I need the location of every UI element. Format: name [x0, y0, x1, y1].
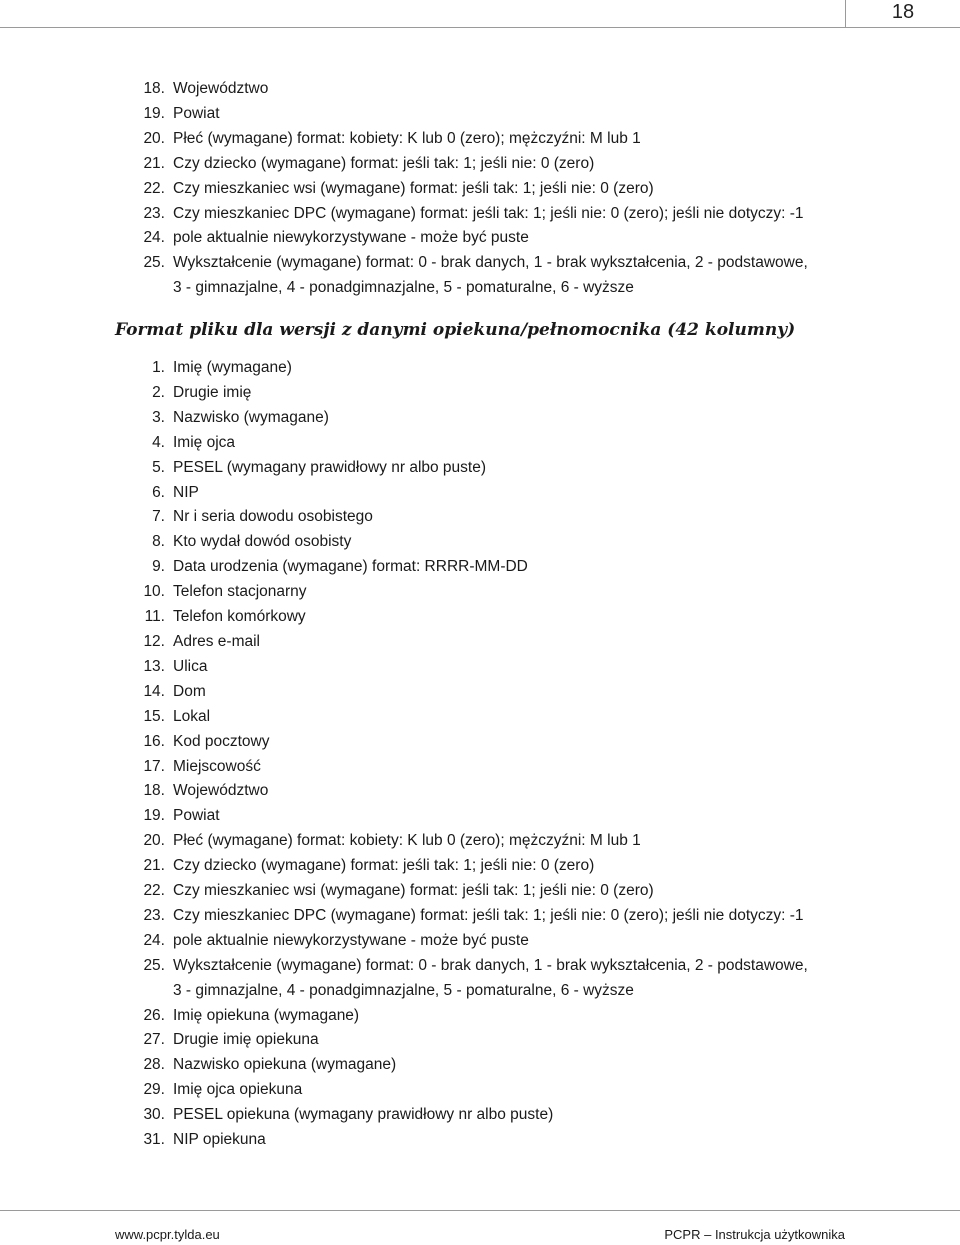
- list-item-number: 15.: [143, 707, 165, 725]
- list-item-number: 16.: [143, 732, 165, 750]
- list-item-number: 25.: [143, 956, 165, 974]
- list-item-number: 20.: [143, 129, 165, 147]
- list-item: [0, 1053, 873, 1078]
- list-item-number: 10.: [143, 583, 165, 601]
- list-item: [0, 954, 873, 1004]
- list-item: [0, 381, 873, 406]
- list-item-number: 25.: [143, 254, 165, 272]
- list-item: [0, 251, 873, 301]
- list-item-text: Drugie imię opiekuna: [173, 1031, 319, 1049]
- list-item-number: 14.: [143, 682, 165, 700]
- list-item-number: 3.: [152, 408, 165, 426]
- list-item-text: Kod pocztowy: [173, 732, 270, 750]
- list-item: [0, 555, 873, 580]
- list-item-number: 29.: [143, 1081, 165, 1099]
- page-number: 18: [845, 0, 960, 28]
- list-item: [0, 680, 873, 705]
- page-header: [0, 0, 960, 28]
- list-item-text: Czy dziecko (wymagane) format: jeśli tak: 1; jeśli nie: 0 (zero): [173, 857, 595, 875]
- list-item-text: Imię (wymagane): [173, 359, 292, 376]
- list-item-text: PESEL opiekuna (wymagany prawidłowy nr albo puste): [173, 1106, 554, 1124]
- list-item: [0, 929, 873, 954]
- list-item-text: Adres e-mail: [173, 632, 260, 650]
- list-item-text: Czy mieszkaniec DPC (wymagane) format: jeśli tak: 1; jeśli nie: 0 (zero); jeśli nie dotyczy: -1: [173, 204, 804, 222]
- list-item: [0, 829, 873, 854]
- list-item-text: Czy dziecko (wymagane) format: jeśli tak: 1; jeśli nie: 0 (zero): [173, 154, 595, 172]
- list-item: [0, 356, 873, 381]
- list-item-text: Telefon komórkowy: [173, 608, 306, 626]
- list-item: [0, 730, 873, 755]
- list-item: [0, 226, 873, 251]
- list-item-text: Ulica: [173, 657, 208, 675]
- list-item: [0, 755, 873, 780]
- list-item: [0, 431, 873, 456]
- list-item: [0, 1004, 873, 1029]
- list-item: [0, 127, 873, 152]
- list-item-text: Data urodzenia (wymagane) format: RRRR-MM-DD: [173, 558, 528, 576]
- list-item-number: 26.: [143, 1006, 165, 1024]
- list-item-number: 8.: [152, 533, 165, 551]
- list-item-number: 22.: [143, 882, 165, 900]
- list-item-continuation: 3 - gimnazjalne, 4 - ponadgimnazjalne, 5 - pomaturalne, 6 - wyższe: [173, 279, 634, 297]
- list-item-number: 21.: [143, 857, 165, 875]
- list-item-number: 20.: [143, 832, 165, 850]
- list-item-number: 18.: [143, 782, 165, 800]
- list-item-text: Województwo: [173, 80, 269, 97]
- list-item-text: Wykształcenie (wymagane) format: 0 - brak danych, 1 - brak wykształcenia, 2 - podstawowe,: [173, 254, 808, 272]
- list-item-number: 9.: [152, 558, 165, 576]
- list-item-text: pole aktualnie niewykorzystywane - może być puste: [173, 229, 529, 247]
- list-item-text: Czy mieszkaniec DPC (wymagane) format: jeśli tak: 1; jeśli nie: 0 (zero); jeśli nie dotyczy: -1: [173, 906, 804, 924]
- list-item-text: Imię ojca: [173, 433, 236, 451]
- list-item: [0, 705, 873, 730]
- list-item-text: Telefon stacjonarny: [173, 583, 307, 601]
- list-item-number: 5.: [152, 458, 165, 476]
- list-item: [0, 102, 873, 127]
- footer-divider: [0, 1210, 960, 1211]
- list-item-text: NIP opiekuna: [173, 1131, 266, 1149]
- list-item: [0, 406, 873, 431]
- list-item-text: Kto wydał dowód osobisty: [173, 533, 352, 551]
- list-item-number: 24.: [143, 229, 165, 247]
- list-item-number: 21.: [143, 154, 165, 172]
- list-item-number: 17.: [143, 757, 165, 775]
- list-item-text: Imię ojca opiekuna: [173, 1081, 303, 1099]
- list-item-text: PESEL (wymagany prawidłowy nr albo puste): [173, 458, 487, 476]
- list-item: [0, 505, 873, 530]
- list-item-number: 13.: [143, 657, 165, 675]
- list-item: [0, 779, 873, 804]
- list-item: [0, 630, 873, 655]
- list-item-text: Płeć (wymagane) format: kobiety: K lub 0 (zero); mężczyźni: M lub 1: [173, 832, 641, 850]
- list-item: [0, 804, 873, 829]
- list-item: [0, 1028, 873, 1053]
- list-item-number: 23.: [143, 906, 165, 924]
- list-item-number: 28.: [143, 1056, 165, 1074]
- list-item-text: Wykształcenie (wymagane) format: 0 - brak danych, 1 - brak wykształcenia, 2 - podstawowe,: [173, 956, 808, 974]
- list-item: [0, 1128, 873, 1153]
- list-item: [0, 605, 873, 630]
- list-item: [0, 456, 873, 481]
- list-item-text: Czy mieszkaniec wsi (wymagane) format: jeśli tak: 1; jeśli nie: 0 (zero): [173, 882, 654, 900]
- list-item: [0, 481, 873, 506]
- list-item: [0, 202, 873, 227]
- list-item-number: 1.: [152, 359, 165, 376]
- list-item-number: 24.: [143, 931, 165, 949]
- list-item: [0, 854, 873, 879]
- list-item-text: Lokal: [173, 707, 211, 725]
- list-item: [0, 77, 873, 102]
- list-item-text: Miejscowość: [173, 757, 261, 775]
- footer-document-title: PCPR – Instrukcja użytkownika: [664, 1227, 845, 1242]
- list-item-number: 2.: [152, 383, 165, 401]
- list-item-number: 19.: [143, 104, 165, 122]
- list-item: [0, 580, 873, 605]
- list-item: [0, 1078, 873, 1103]
- list-item-text: Czy mieszkaniec wsi (wymagane) format: jeśli tak: 1; jeśli nie: 0 (zero): [173, 179, 654, 197]
- section-heading: Format pliku dla wersji z danymi opiekuna/pełnomocnika (42 kolumny): [115, 320, 796, 340]
- list-item-text: Województwo: [173, 782, 269, 800]
- list-item-text: Nazwisko opiekuna (wymagane): [173, 1056, 397, 1074]
- list-item-text: Drugie imię: [173, 383, 252, 401]
- list-item-number: 12.: [143, 632, 165, 650]
- list-item: [0, 530, 873, 555]
- list-item-number: 18.: [143, 80, 165, 97]
- list-item-number: 22.: [143, 179, 165, 197]
- list-item-number: 4.: [152, 433, 165, 451]
- list-item-number: 7.: [152, 508, 165, 526]
- footer-website: www.pcpr.tylda.eu: [115, 1227, 220, 1242]
- list-item: [0, 152, 873, 177]
- list-item-number: 6.: [152, 483, 165, 501]
- list-item-text: Nr i seria dowodu osobistego: [173, 508, 373, 526]
- list-item-number: 27.: [143, 1031, 165, 1049]
- list-item: [0, 655, 873, 680]
- list-item-text: Płeć (wymagane) format: kobiety: K lub 0 (zero); mężczyźni: M lub 1: [173, 129, 641, 147]
- list-item: [0, 879, 873, 904]
- list-item-number: 31.: [143, 1131, 165, 1149]
- list-item: [0, 1103, 873, 1128]
- list-item-text: Powiat: [173, 807, 220, 825]
- list-item-text: NIP: [173, 483, 199, 501]
- list-item: [0, 904, 873, 929]
- list-item-number: 30.: [143, 1106, 165, 1124]
- list-item-text: Nazwisko (wymagane): [173, 408, 329, 426]
- list-item-text: Imię opiekuna (wymagane): [173, 1006, 360, 1024]
- field-list-continued: [0, 77, 873, 301]
- list-item-text: pole aktualnie niewykorzystywane - może być puste: [173, 931, 529, 949]
- list-item-number: 11.: [144, 608, 165, 626]
- list-item-number: 23.: [143, 204, 165, 222]
- list-item-text: Dom: [173, 682, 206, 700]
- list-item-continuation: 3 - gimnazjalne, 4 - ponadgimnazjalne, 5 - pomaturalne, 6 - wyższe: [173, 981, 634, 999]
- list-item-number: 19.: [143, 807, 165, 825]
- field-list-guardian-format: [0, 356, 873, 1153]
- list-item: [0, 177, 873, 202]
- list-item-text: Powiat: [173, 104, 220, 122]
